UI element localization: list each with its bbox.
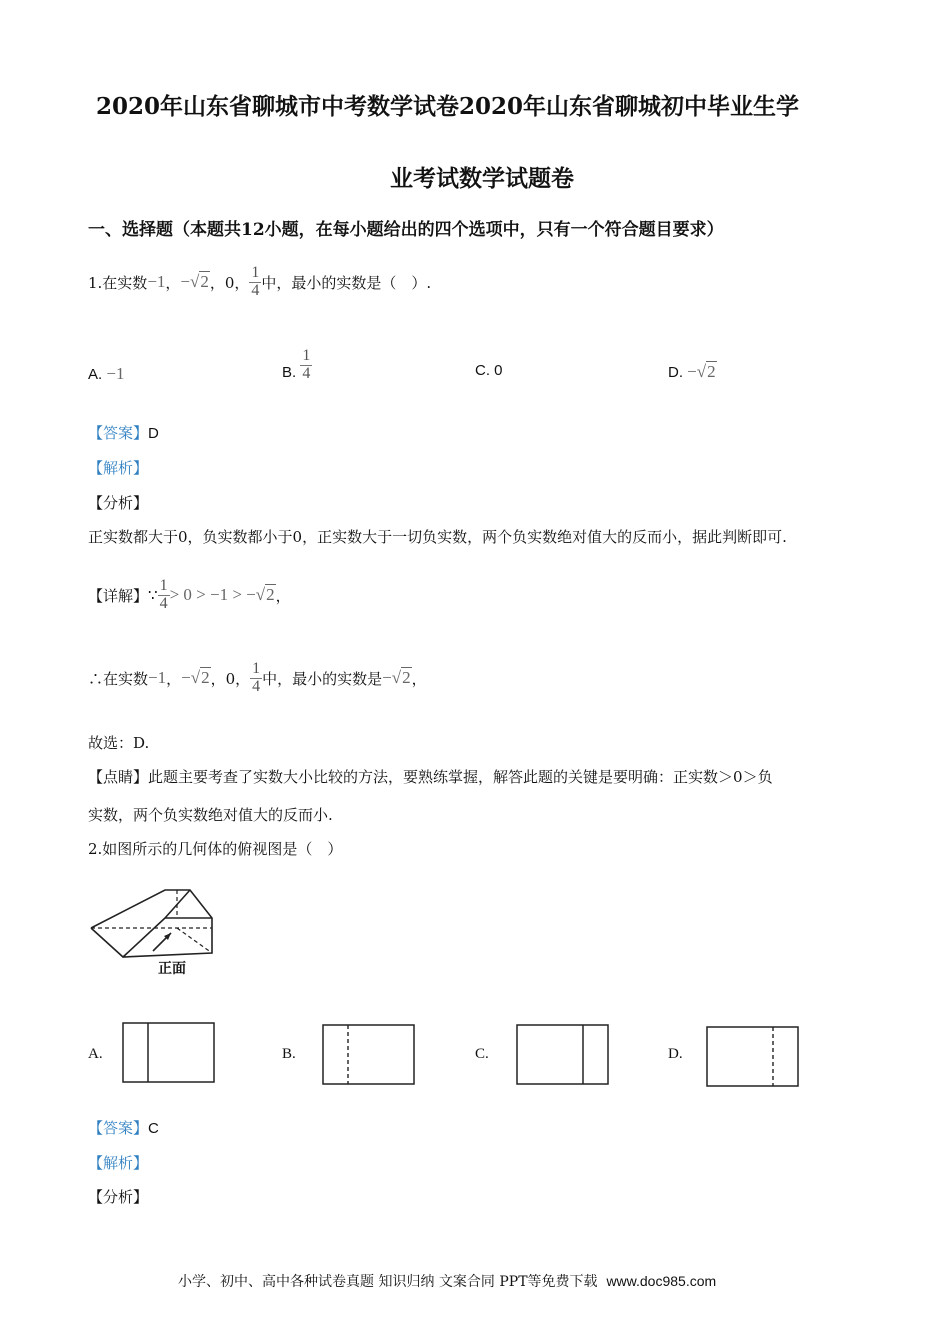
q2-option-a-label[interactable]: A.	[88, 1046, 103, 1062]
q1-option-d-neg: −	[687, 362, 697, 381]
q1-therefore-sep1: ，	[166, 669, 182, 688]
q1-therefore-end: ，	[411, 669, 427, 688]
q1-jiexi-tag: 【解析】	[88, 459, 149, 477]
q1-therefore-result: −√2	[382, 668, 411, 687]
section-heading: 一、选择题（本题共12小题，在每小题给出的四个选项中，只有一个符合题目要求）	[88, 220, 724, 240]
footer-website-link[interactable]: www.doc985.com	[606, 1273, 717, 1289]
q2-option-d-label[interactable]: D.	[668, 1046, 683, 1062]
q1-therefore	[88, 650, 427, 706]
q1-option-b-num: 1	[302, 346, 311, 364]
q1-radicand: 2	[200, 272, 209, 291]
q1-option-d[interactable]	[668, 358, 717, 386]
q1-option-b-den: 4	[302, 364, 311, 382]
q2-option-c-label[interactable]: C.	[475, 1046, 489, 1062]
q1-detail-fraction	[158, 578, 170, 613]
q1-dianjing-line2: 实数，两个负实数绝对值大的反而小.	[88, 806, 333, 824]
q1-dianjing-tag: 【点睛】	[88, 768, 149, 786]
q1-detail-inequality: > 0 > −1 > −	[169, 585, 256, 604]
q1-option-a-label: A.	[88, 365, 103, 383]
q2-jiexi-tag: 【解析】	[88, 1154, 149, 1172]
q1-dianjing-line1	[88, 766, 773, 787]
question-1-stem	[88, 254, 431, 310]
q1-therefore-radicand: 2	[201, 668, 210, 687]
q1-fraction	[249, 265, 261, 300]
q1-answer-line	[88, 422, 159, 443]
q1-option-b[interactable]	[282, 340, 312, 390]
q1-detail-den: 4	[159, 594, 168, 612]
q1-dianjing-text1: 此题主要考查了实数大小比较的方法，要熟练掌握，解答此题的关键是要明确：正实数＞0＞负	[148, 768, 773, 786]
q1-option-d-radicand: 2	[707, 362, 716, 381]
q1-therefore-neg: −	[181, 668, 191, 687]
q1-answer-tag: 【答案】	[88, 424, 149, 442]
q1-sep1: ，	[165, 273, 181, 292]
q2-answer-line	[88, 1117, 159, 1138]
q1-therefore-den: 4	[252, 677, 261, 695]
question-2-stem: 2.如图所示的几何体的俯视图是（ ）	[88, 840, 343, 858]
q1-therefore-radicand2: 2	[402, 668, 411, 687]
q2-option-a-figure[interactable]	[122, 1022, 216, 1084]
q1-detail-end: ，	[275, 586, 291, 605]
q2-answer: C	[148, 1120, 159, 1137]
q1-therefore-mid: 中，最小的实数是	[262, 669, 383, 688]
footer-text: 小学、初中、高中各种试卷真题 知识归纳 文案合同 PPT等免费下载	[178, 1274, 598, 1290]
q1-frac-den: 4	[251, 281, 260, 299]
q1-neg-one: −1	[147, 272, 166, 291]
page-footer	[178, 1271, 716, 1291]
q1-choose: 故选：D.	[88, 734, 150, 752]
q1-therefore-sep2: ，0，	[210, 669, 251, 688]
page-title-line1: 2020年山东省聊城市中考数学试卷2020年山东省聊城初中毕业生学	[96, 93, 800, 120]
q2-option-b-label[interactable]: B.	[282, 1046, 296, 1062]
q2-option-c-figure[interactable]	[516, 1024, 610, 1086]
q2-answer-tag: 【答案】	[88, 1119, 149, 1137]
q1-therefore-neg-one: −1	[148, 668, 167, 687]
q1-suffix: 中，最小的实数是（ ）.	[261, 273, 432, 292]
q1-analysis: 正实数都大于0，负实数都小于0，正实数大于一切负实数，两个负实数绝对值大的反而小，据此判断即可.	[88, 528, 787, 546]
q1-answer: D	[148, 425, 159, 442]
because-symbol: ∵	[148, 586, 158, 604]
q1-neg-sqrt2: −√2	[180, 272, 209, 291]
q2-option-b-figure[interactable]	[322, 1024, 416, 1086]
q1-therefore-neg2: −	[382, 668, 392, 687]
q2-fenxi-tag: 【分析】	[88, 1188, 149, 1206]
q1-detail-num: 1	[159, 576, 168, 594]
q1-neg-sign: −	[180, 272, 191, 291]
q1-sep2: ，0，	[209, 273, 250, 292]
q2-option-d-figure[interactable]	[706, 1026, 800, 1088]
q1-therefore-fraction	[250, 661, 262, 696]
q1-option-b-label: B.	[282, 363, 297, 381]
q1-detail: 【详解】 ∵ $\frac{1}{4}$ > 0 > −1 > − √2 ，	[88, 576, 291, 612]
q1-option-d-label: D.	[668, 363, 683, 381]
q2-solid-figure	[85, 885, 225, 980]
q1-option-d-value: −√2	[687, 362, 716, 381]
page-title-line2: 业考试数学试题卷	[390, 165, 574, 192]
q1-detail-tag: 【详解】	[88, 586, 149, 605]
q1-frac-num: 1	[251, 263, 260, 281]
q1-fenxi-tag: 【分析】	[88, 494, 149, 512]
q1-option-a-value: −1	[106, 364, 125, 383]
q1-detail-radicand: 2	[266, 585, 275, 604]
q1-option-b-fraction	[300, 348, 312, 383]
front-label: 正面	[158, 960, 186, 976]
q1-option-c[interactable]: C. 0	[475, 362, 503, 379]
q1-prefix: 1.在实数	[88, 273, 148, 292]
q1-therefore-prefix: ∴在实数	[88, 669, 149, 688]
q1-therefore-num: 1	[252, 659, 261, 677]
q1-therefore-neg-sqrt2: −√2	[181, 668, 210, 687]
q1-option-a[interactable]	[88, 360, 124, 388]
